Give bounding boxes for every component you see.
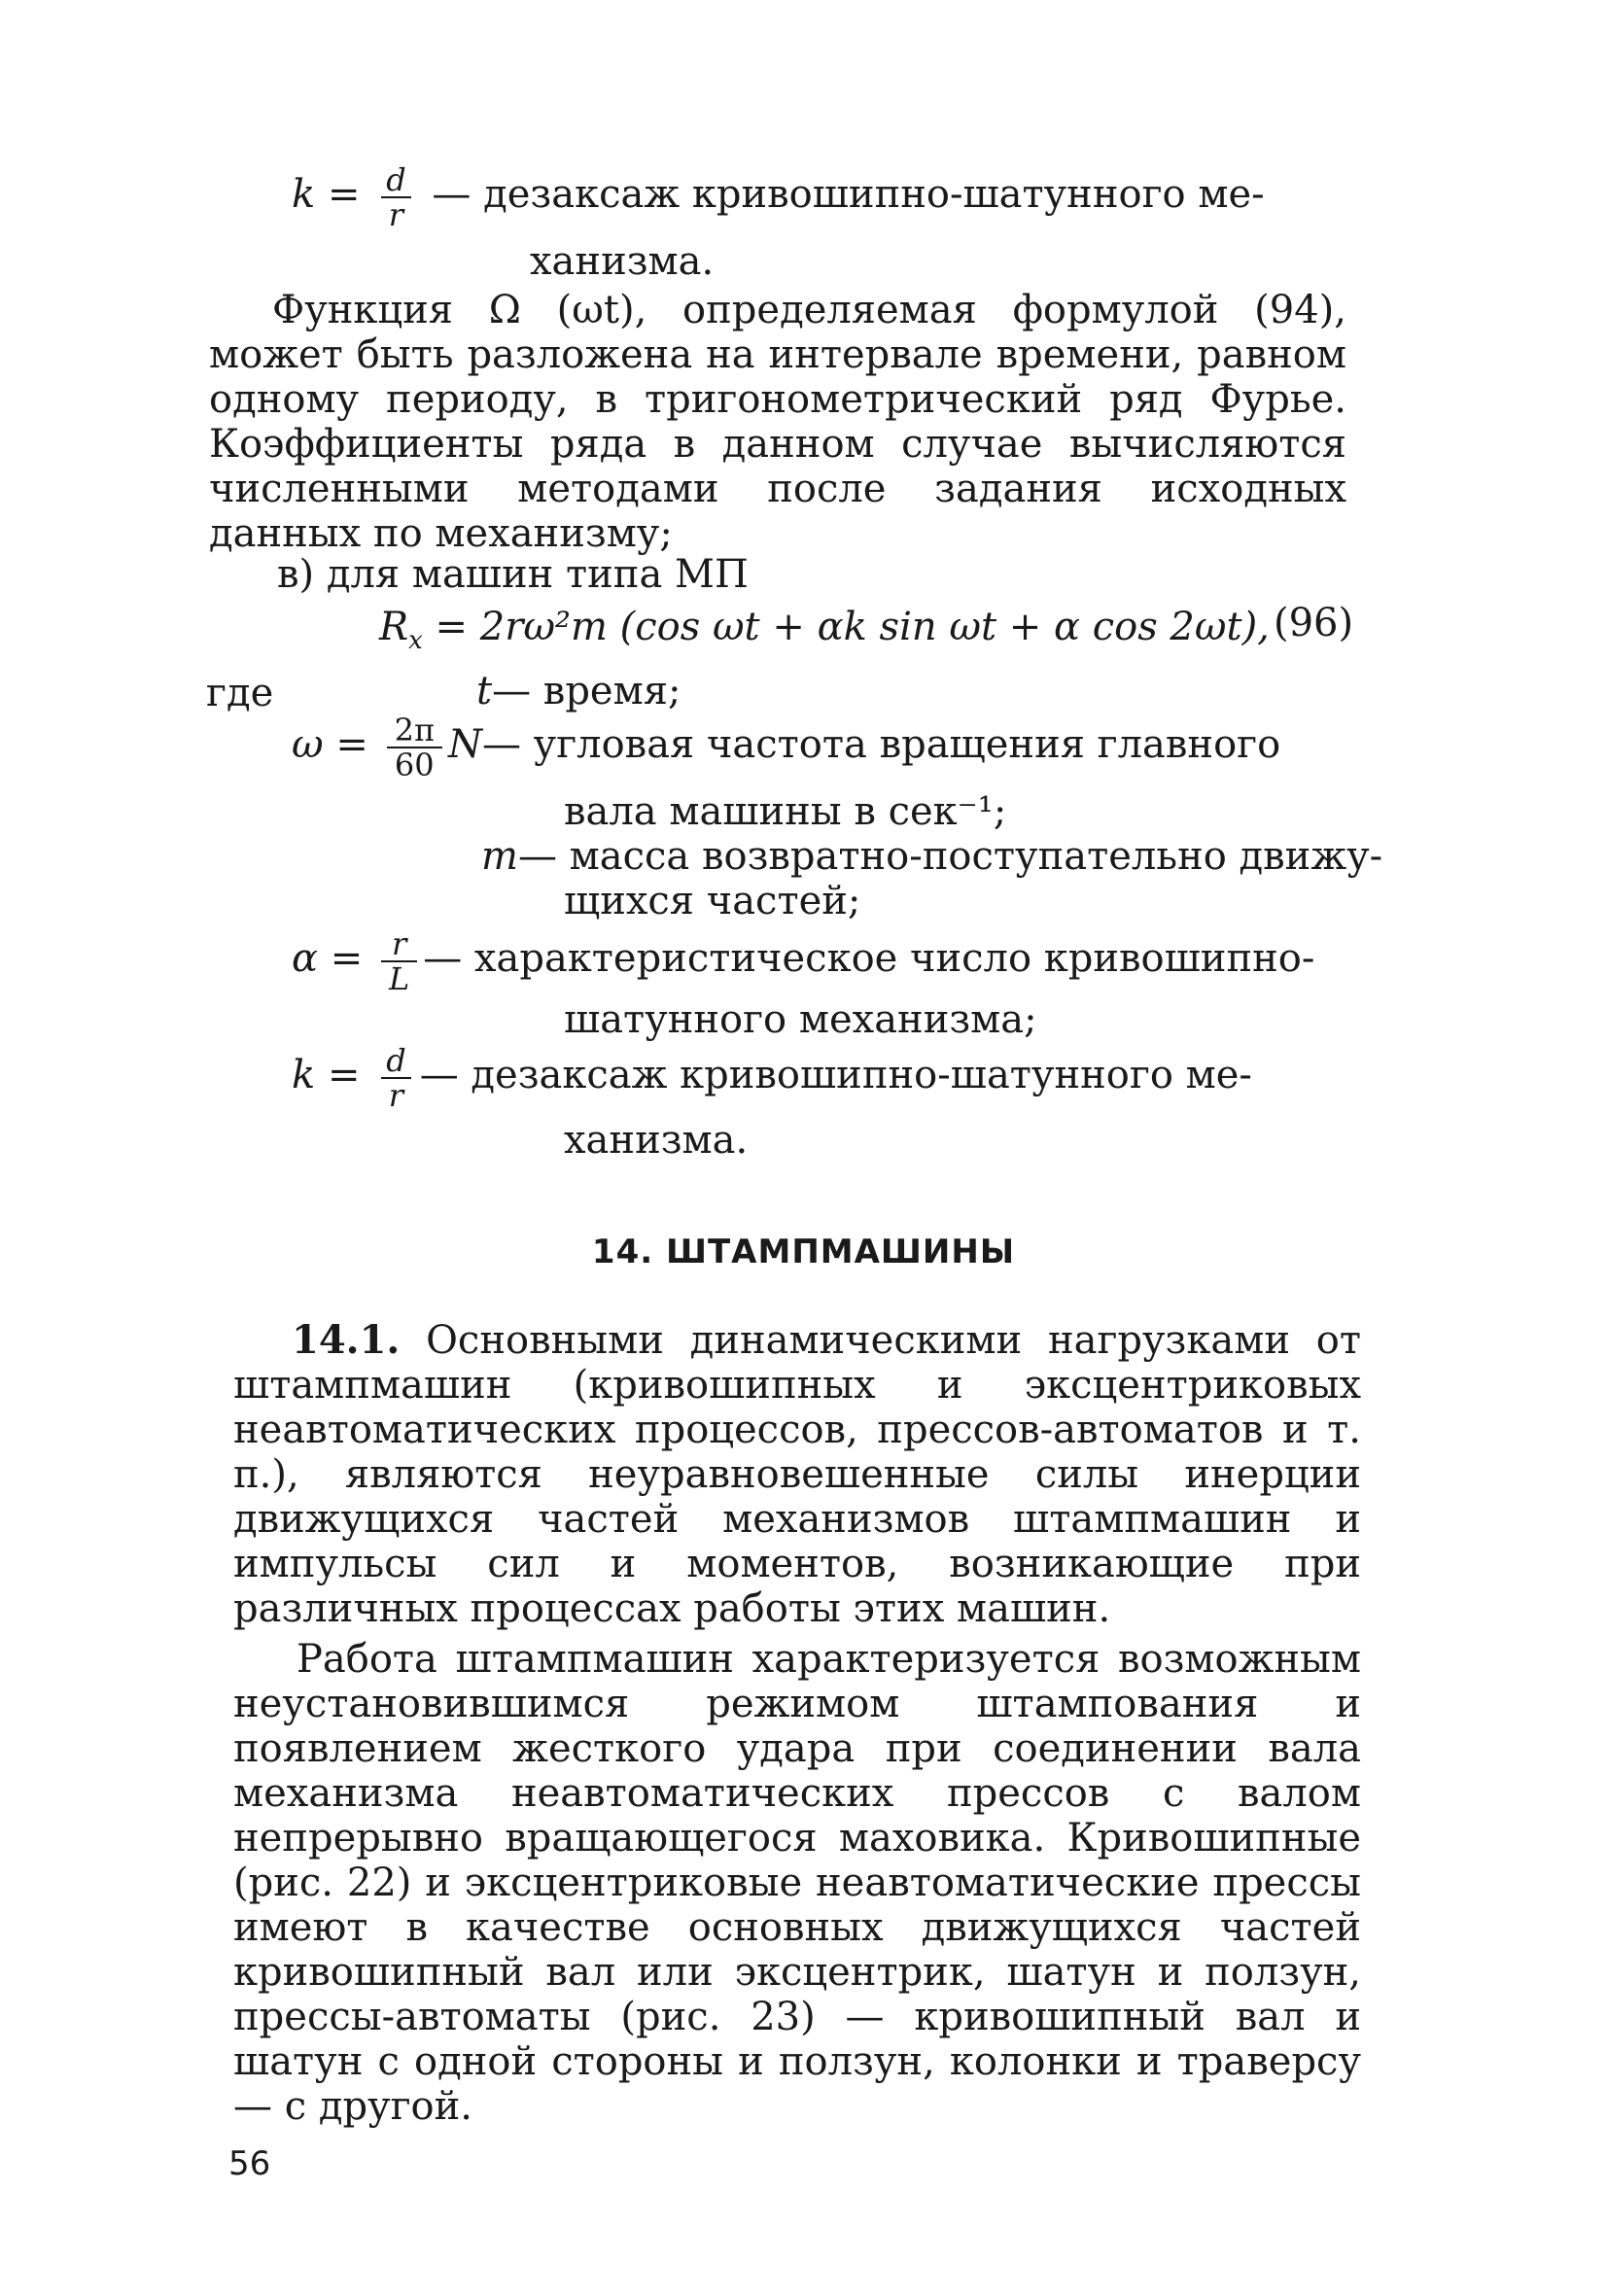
def-k-top: k = $\frac{d}{r}$ — дезаксаж кривошипно-шатунного ме-: [292, 161, 1265, 233]
item-v: в) для машин типа МП: [277, 552, 749, 597]
k-symbol: k: [292, 172, 316, 217]
section-heading: 14. ШТАМПМАШИНЫ: [591, 1233, 1016, 1271]
paragraph-work: Работа штампмашин характеризуется возможным неустановившимся режимом штампования и появлением жесткого удара при соединении вала механизма неавтоматических прессов с валом непрерывно вращающегося маховика. Кривошипные (рис. 22) и эксцентриковые неавтоматические прессы имеют в качестве основных движущихся частей кривошипный вал или эксцентрик, шатун и ползун, прессы-автоматы (рис. 23) — кривошипный вал и шатун с одной стороны и ползун, колонки и траверсу — с другой.: [233, 1637, 1361, 2129]
def-omega: ω = $\frac{2\pi}{60}$ N— угловая частота вращения главного: [292, 712, 1281, 783]
def-alpha: α = $\frac{r}{L}$ — характеристическое число кривошипно-: [292, 925, 1315, 997]
def-k-cont: ханизма.: [564, 1118, 749, 1163]
def-t: t— время;: [476, 669, 681, 713]
k2-fraction: $\frac{d}{r}$: [378, 1044, 413, 1112]
paragraph-14-1: 14.1. Основными динамическими нагрузками от штампмашин (кривошипных и эксцентриковых неавтоматических процессов, прессов-автоматов и т. п.), являются неуравновешенные силы инерции движущихся частей механизмов штампмашин и импульсы сил и моментов, возникающие при различных процессах работы этих машин.: [233, 1317, 1361, 1631]
def-alpha-cont: шатунного механизма;: [564, 997, 1037, 1042]
def-m: m— масса возвратно-поступательно движу-: [481, 834, 1383, 879]
alpha-fraction: $\frac{r}{L}$: [381, 927, 417, 995]
def-k: k = $\frac{d}{r}$ — дезаксаж кривошипно-шатунного ме-: [292, 1042, 1252, 1114]
formula-96: $R_x = 2r\omega^2m$ (cos ωt + αk sin ωt + α cos 2ωt),: [379, 605, 1270, 655]
paragraph-number: 14.1.: [292, 1317, 401, 1363]
def-omega-cont: вала машины в сек⁻¹;: [564, 789, 1007, 834]
where-label: где: [206, 671, 274, 715]
formula-number: (96): [1274, 601, 1354, 645]
k-description: — дезаксаж кривошипно-шатунного ме-: [432, 172, 1265, 217]
page-number: 56: [228, 2144, 271, 2183]
k-fraction: $\frac{d}{r}$: [378, 163, 413, 231]
def-m-cont: щихся частей;: [564, 879, 861, 923]
paragraph-fourier: Функция Ω (ωt), определяемая формулой (94), может быть разложена на интервале времени, равном одному периоду, в тригонометрический ряд Фурье. Коэффициенты ряда в данном случае вычисляются численными методами после задания исходных данных по механизму;: [209, 288, 1346, 556]
omega-fraction: $\frac{2\pi}{60}$: [387, 713, 442, 782]
def-k-top-cont: ханизма.: [530, 239, 715, 284]
